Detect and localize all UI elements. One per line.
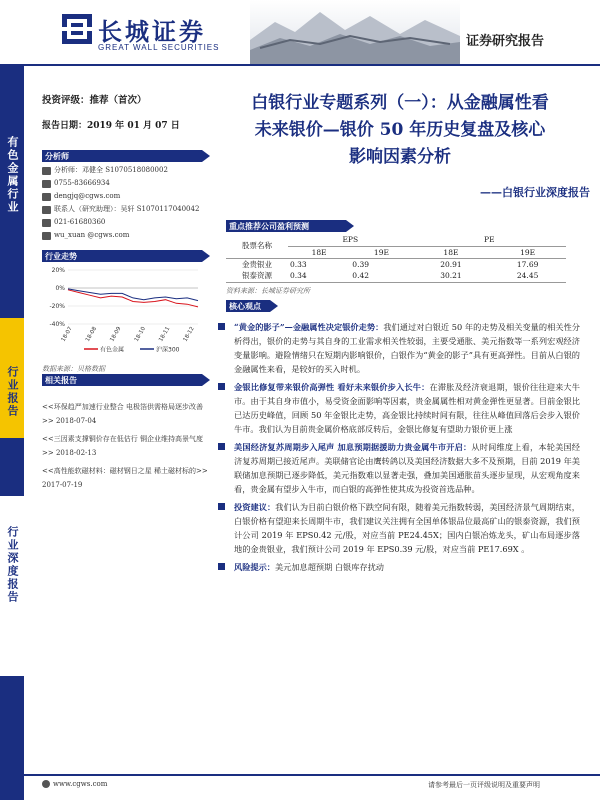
chart-data-source: 数据来源：贝格数据 [42,365,105,373]
x-tick-label: 18-08 [84,326,99,343]
legend-label-nonferrous: 有色金属 [100,346,125,354]
strip-industry: 有色金属行业 [6,136,19,214]
cell-value: 20.91 [440,259,462,269]
core-point-1: “黄金的影子”—金融属性决定银价走势：我们通过对白银近 50 年的走势及相关变量的相关性分析得出，银价的走势与其自身的工业需求相关性较弱，主要受通胀、美元指数等一系列宏观经济变量影响。避险情绪只在短期内影响银价，白银作为“黄金的影子”具有更高弹性。目前从白银的金融属性来看，是较好的买入时机。 [212,320,580,376]
person-icon [42,167,51,175]
strip-report-kind: 行业报告 [0,318,24,438]
analyst-email[interactable]: dengjq@cgws.com [42,190,212,203]
square-bullet-icon [218,323,225,330]
cell-value: 0.42 [350,270,412,282]
trend-section-header: 行业走势 [42,250,202,262]
col-pe-19e: 19E [489,246,566,258]
square-bullet-icon [218,383,225,390]
square-bullet-icon [218,563,225,570]
earnings-forecast-table [226,234,566,283]
related-report-item[interactable]: <<三因素支撑铜价存在低估行 铜企业维持高景气度>> 2018-02-13 [42,435,203,457]
core-point-4: 投资建议：我们认为目前白银价格下跌空间有限，随着美元指数转弱，美国经济景气周期结束，白银价格有望迎来长周期牛市，我们建议关注拥有全国单体银品位最高矿山的银泰资源，我们预计公司 2019 年 EPS0.42 元/股，对应当前 PE24.45X；国内白银冶炼龙头，矿山布局逐步落地的金贵银业，我们预计公司 2019 年 EPS0.39 元/股，对应当前 PE17.69X 。 [212,500,580,556]
industry-trend-chart [42,264,202,354]
table-row [226,258,566,270]
analyst-phone: 0755-83666934 [42,177,212,190]
core-view-body [212,320,580,578]
contact-name: 联系人（研究助理）：吴轩 S1070117040042 [42,203,212,216]
y-tick-label: -40% [49,321,65,328]
stock-name: 金贵银业 [242,259,272,269]
core-point-3: 美国经济复苏周期步入尾声 加息预期据援助力贵金属牛市开启：从时间维度上看，本轮美国经济复苏周期已接近尾声。美联储官论由鹰转鸽以及美国经济数据大多不及预期，目前 2019 年美联储加息预期已逐步降低，美元指数难以显著走强，叠加美国通胀苗头逐步显现，从宏观角度来看，贵金属有望步入牛市，而白银的高弹性使其成为投资首选品种。 [212,440,580,496]
col-pe-18e: 18E [413,246,490,258]
great-wall-mountain-image [250,0,460,64]
x-tick-label: 18-09 [109,326,123,343]
col-header-eps: EPS [288,234,413,246]
globe-icon [42,780,50,788]
related-report-item[interactable]: <<高性能软磁材料：磁材钢日之星 稀土磁材标的>> 2017-07-19 [42,467,208,489]
footer-url[interactable]: www.cgws.com [42,780,107,788]
analyst-info [42,164,212,242]
logo-text-en: GREAT WALL SECURITIES [98,43,220,52]
stock-name: 银泰资源 [226,270,288,282]
header-divider [0,64,600,66]
square-bullet-icon [218,503,225,510]
core-point-2: 金银比修复带来银价高弹性 看好未来银价步入长牛：在滞胀及经济衰退期，银价往往迎来大牛市。由于其自身市值小，易受资金面影响等因素，贵金属属性相对黄金弹性更显著。目前金银比已达历史峰值，回顾 50 年金银比走势，高金银比持续时间有限，往往从峰值回落后会步入银价牛市。我们认为目前贵金属价格底部反转后，金银比修复有望助力银价更上涨 [212,380,580,436]
cell-value: 0.34 [288,270,350,282]
related-section-header: 相关报告 [42,374,202,386]
cell-value: 24.45 [489,270,566,282]
mail-icon [42,193,51,201]
person-icon [42,206,51,214]
x-tick-label: 18-10 [133,326,147,343]
core-point-5: 风险提示：美元加息超预期 白银库存扰动 [212,560,580,574]
contact-email[interactable]: wu_xuan @cgws.com [42,229,212,242]
core-view-section-header: 核心观点 [226,300,270,312]
x-tick-label: 18-11 [158,326,172,343]
analyst-name: 分析师：邓健全 S1070518080002 [42,164,212,177]
col-header-name: 股票名称 [226,234,288,258]
y-tick-label: 0% [55,285,65,292]
legend-label-csi300: 沪深300 [156,346,180,354]
mail-icon [42,232,51,240]
related-report-item[interactable]: <<环保趋严加速行业整合 电极箔供需格局逐步改善>> 2018-07-04 [42,403,203,425]
cell-value: 30.21 [413,270,490,282]
table-row [226,270,566,282]
phone-icon [42,219,51,227]
footer-disclaimer: 请参考最后一页评级说明及重要声明 [428,781,540,789]
report-subtitle: ——白银行业深度报告 [480,186,590,199]
report-date: 报告日期：2019 年 01 月 07 日 [42,121,180,131]
cell-value: 0.33 [290,259,307,269]
cell-value: 17.69 [516,259,539,269]
related-reports [42,386,210,492]
y-tick-label: 20% [51,267,65,274]
x-tick-label: 18-12 [182,326,196,343]
report-title: 白银行业专题系列（一）：从金融属性看 未来银价—银价 50 年历史复盘及核心 影响因素分析 [251,93,549,167]
col-eps-19e: 19E [350,246,412,258]
forecast-section-header: 重点推荐公司盈利预测 [226,220,346,232]
footer-divider [24,774,600,776]
left-category-strip [0,66,24,800]
report-header [0,0,600,66]
strip-report-depth: 行业深度报告 [0,496,24,676]
contact-phone: 021-61680360 [42,216,212,229]
col-header-pe: PE [413,234,566,246]
x-tick-label: 18-07 [60,326,74,343]
logo-text-cn: 长城证券 [98,17,206,46]
phone-icon [42,180,51,188]
report-type-label: 证券研究报告 [466,34,545,49]
y-tick-label: -20% [49,303,65,310]
cell-value: 0.39 [352,259,369,269]
investment-rating: 投资评级：推荐（首次） [42,95,147,106]
great-wall-logo-icon [62,14,92,44]
col-eps-18e: 18E [288,246,350,258]
square-bullet-icon [218,443,225,450]
table-header-row [226,234,566,246]
table-source-note: 资料来源：长城证券研究所 [226,287,310,295]
analyst-section-header: 分析师 [42,150,202,162]
